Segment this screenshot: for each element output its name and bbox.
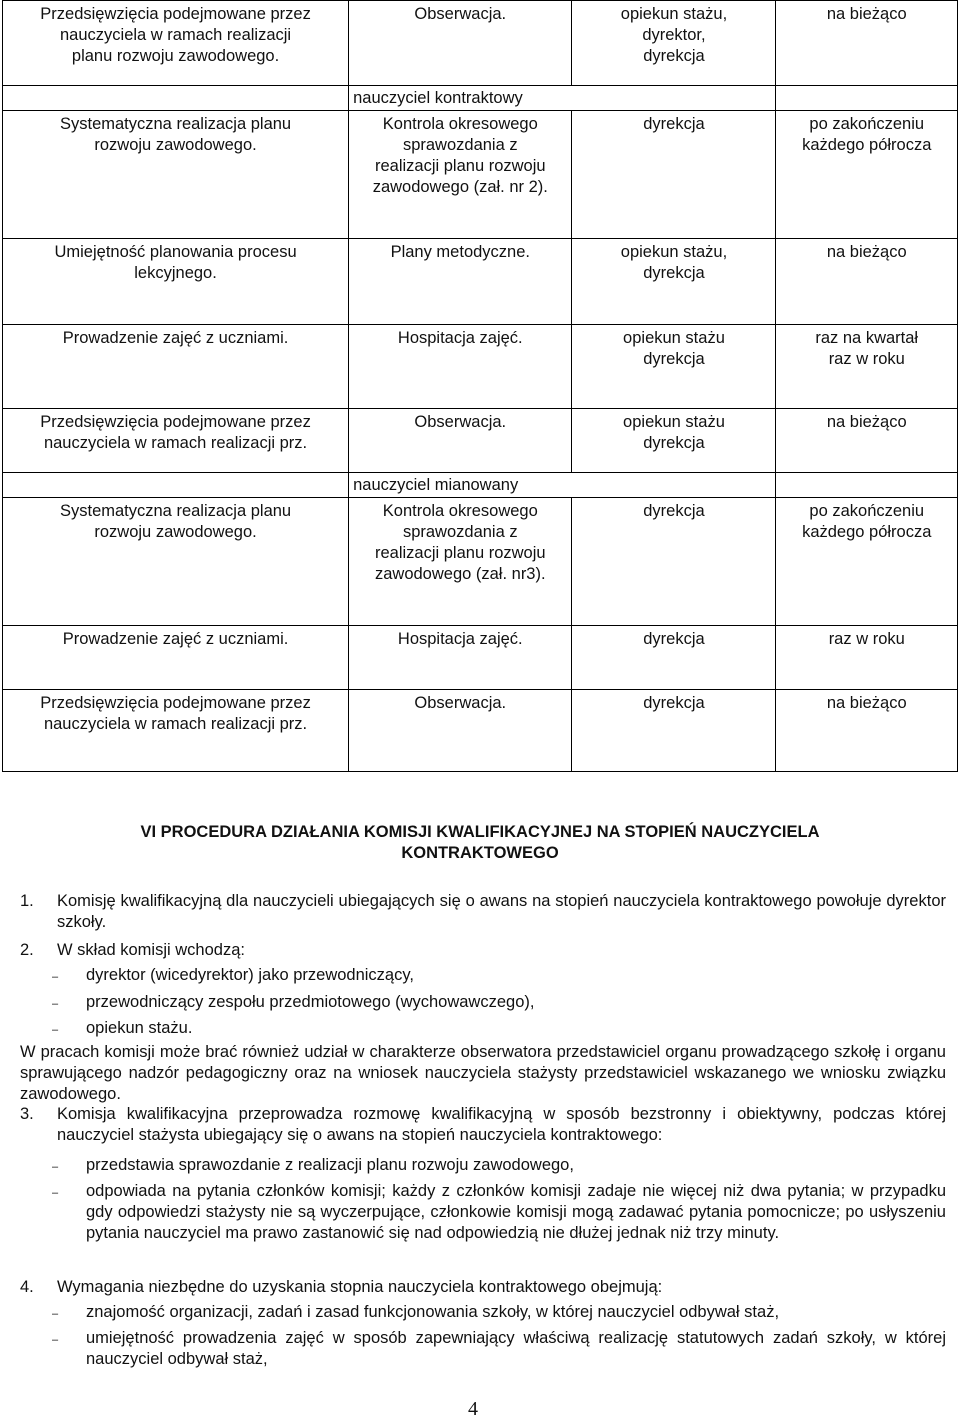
- table-cell: [572, 111, 776, 239]
- table-cell: [776, 473, 958, 498]
- table-cell: [349, 239, 572, 325]
- cell-line: opiekun stażu: [623, 329, 725, 347]
- cell-line: raz na kwartał: [815, 329, 919, 347]
- list-item: dyrektor (wicedyrektor) jako przewodniczący,: [86, 966, 414, 984]
- table-cell: [3, 409, 349, 473]
- table-cell: [3, 86, 349, 111]
- cell-line: Plany metodyczne.: [390, 243, 530, 261]
- cell-line: dyrekcja: [643, 434, 705, 452]
- bullet-icon: –: [52, 1334, 59, 1346]
- table-cell: [349, 498, 572, 626]
- table-cell: [349, 325, 572, 409]
- table-row: [3, 498, 958, 626]
- cell-line: każdego półrocza: [802, 523, 932, 541]
- list-item: przedstawia sprawozdanie z realizacji planu rozwoju zawodowego,: [86, 1156, 574, 1174]
- cell-line: Kontrola okresowego: [382, 115, 538, 133]
- table-cell: [349, 626, 572, 690]
- table-cell: [572, 626, 776, 690]
- table-cell: [776, 409, 958, 473]
- item-number: 1.: [20, 892, 34, 910]
- cell-line: realizacji planu rozwoju: [374, 544, 546, 562]
- cell-line: Prowadzenie zajęć z uczniami.: [62, 329, 289, 347]
- cell-line: na bieżąco: [826, 243, 907, 261]
- heading-line-2: KONTRAKTOWEGO: [401, 844, 559, 862]
- cell-line: Przedsięwzięcia podejmowane przez: [40, 413, 311, 431]
- cell-line: Prowadzenie zajęć z uczniami.: [62, 630, 289, 648]
- item-number: 3.: [20, 1105, 34, 1123]
- cell-line: zawodowego (zał. nr3).: [374, 565, 546, 583]
- table-cell: [3, 111, 349, 239]
- cell-line: Systematyczna realizacja planu: [59, 502, 292, 520]
- bullet-icon: –: [52, 998, 59, 1010]
- table-row: [3, 626, 958, 690]
- page-number: 4: [468, 1398, 478, 1420]
- table-row: [3, 239, 958, 325]
- bullet-icon: –: [52, 1024, 59, 1036]
- section-row: [3, 86, 958, 111]
- table-cell: [776, 239, 958, 325]
- section-label: nauczyciel kontraktowy: [349, 86, 776, 111]
- cell-line: dyrekcja: [643, 264, 705, 282]
- table-cell: [776, 690, 958, 772]
- cell-line: Obserwacja.: [414, 694, 507, 712]
- cell-line: opiekun stażu,: [620, 5, 728, 23]
- cell-line: raz w roku: [828, 350, 905, 368]
- table-cell: [3, 325, 349, 409]
- table-cell: [776, 111, 958, 239]
- cell-line: dyrekcja: [643, 630, 705, 648]
- heading-line-1: VI PROCEDURA DZIAŁANIA KOMISJI KWALIFIKACYJNEJ NA STOPIEŃ NAUCZYCIELA: [140, 823, 820, 841]
- item-1-text: Komisję kwalifikacyjną dla nauczycieli ubiegających się o awans na stopień nauczyciela kontraktowego powołuje dyrektor szkoły.: [57, 892, 946, 931]
- observer-paragraph: W pracach komisji może brać również udział w charakterze obserwatora przedstawiciel organu prowadzącego szkołę i organu sprawującego nadzór pedagogiczny oraz na wniosek nauczyciela stażysty przedstawiciel wskazanego we wniosku związku zawodowego.: [20, 1043, 946, 1103]
- item-2-text: W skład komisji wchodzą:: [57, 941, 245, 959]
- supervision-table: [2, 0, 958, 772]
- cell-line: zawodowego (zał. nr 2).: [372, 178, 548, 196]
- cell-line: Kontrola okresowego: [382, 502, 538, 520]
- table-cell: [572, 325, 776, 409]
- section-row: [3, 473, 958, 498]
- cell-line: dyrektor,: [642, 26, 706, 44]
- table-cell: [3, 1, 349, 86]
- bullet-icon: –: [52, 1308, 59, 1320]
- table-cell: [572, 1, 776, 86]
- cell-line: lekcyjnego.: [134, 264, 217, 282]
- table-cell: [572, 498, 776, 626]
- table-cell: [572, 690, 776, 772]
- table-cell: [3, 626, 349, 690]
- table-cell: [349, 409, 572, 473]
- table-cell: [572, 409, 776, 473]
- table-cell: [3, 239, 349, 325]
- cell-line: Hospitacja zajęć.: [397, 630, 523, 648]
- table-cell: [776, 626, 958, 690]
- bullet-icon: –: [52, 1161, 59, 1173]
- item-number: 2.: [20, 941, 34, 959]
- cell-line: opiekun stażu: [623, 413, 725, 431]
- cell-line: Hospitacja zajęć.: [397, 329, 523, 347]
- cell-line: na bieżąco: [826, 5, 907, 23]
- cell-line: po zakończeniu: [809, 115, 925, 133]
- cell-line: każdego półrocza: [802, 136, 932, 154]
- table-cell: [776, 498, 958, 626]
- cell-line: planu rozwoju zawodowego.: [71, 47, 280, 65]
- cell-line: realizacji planu rozwoju: [374, 157, 546, 175]
- table-row: [3, 111, 958, 239]
- cell-line: nauczyciela w ramach realizacji prz.: [43, 715, 308, 733]
- bullet-icon: –: [52, 971, 59, 983]
- cell-line: Systematyczna realizacja planu: [59, 115, 292, 133]
- cell-line: nauczyciela w ramach realizacji prz.: [43, 434, 308, 452]
- cell-line: sprawozdania z: [402, 136, 518, 154]
- cell-line: rozwoju zawodowego.: [94, 136, 257, 154]
- table-cell: [776, 1, 958, 86]
- table-cell: [776, 86, 958, 111]
- table-cell: [572, 239, 776, 325]
- cell-line: Przedsięwzięcia podejmowane przez: [40, 5, 311, 23]
- bullet-icon: –: [52, 1187, 59, 1199]
- cell-line: na bieżąco: [826, 694, 907, 712]
- cell-line: sprawozdania z: [402, 523, 518, 541]
- list-item: przewodniczący zespołu przedmiotowego (wychowawczego),: [86, 993, 535, 1011]
- table-cell: [776, 325, 958, 409]
- cell-line: dyrekcja: [643, 350, 705, 368]
- cell-line: Umiejętność planowania procesu: [54, 243, 297, 261]
- item-4-text: Wymagania niezbędne do uzyskania stopnia nauczyciela kontraktowego obejmują:: [57, 1278, 663, 1296]
- item-number: 4.: [20, 1278, 34, 1296]
- cell-line: raz w roku: [828, 630, 905, 648]
- list-item: odpowiada na pytania członków komisji; każdy z członków komisji zadaje nie więcej niż dwa pytania; w przypadku gdy odpowiedzi stażysty nie są wyczerpujące, członkowie komisji mogą zadawać pytania pomocnicze; po usłyszeniu pytania nauczyciel ma prawo zastanowić się nad odpowiedzią nie dłużej jednak niż trzy minuty.: [86, 1182, 946, 1242]
- cell-line: Przedsięwzięcia podejmowane przez: [40, 694, 311, 712]
- table-cell: [349, 1, 572, 86]
- cell-line: dyrekcja: [643, 47, 705, 65]
- cell-line: po zakończeniu: [809, 502, 925, 520]
- item-3-text: Komisja kwalifikacyjna przeprowadza rozmowę kwalifikacyjną w sposób bezstronny i obiektywny, podczas której nauczyciel stażysta ubiegający się o awans na stopień nauczyciela kontraktowego:: [57, 1105, 946, 1144]
- cell-line: rozwoju zawodowego.: [94, 523, 257, 541]
- table-cell: [349, 690, 572, 772]
- section-label: nauczyciel mianowany: [349, 473, 776, 498]
- table-cell: [3, 690, 349, 772]
- cell-line: na bieżąco: [826, 413, 907, 431]
- cell-line: opiekun stażu,: [620, 243, 728, 261]
- cell-line: dyrekcja: [643, 115, 705, 133]
- table-cell: [349, 111, 572, 239]
- list-item: opiekun stażu.: [86, 1019, 193, 1037]
- table-row: [3, 1, 958, 86]
- table-cell: [3, 473, 349, 498]
- cell-line: nauczyciela w ramach realizacji: [60, 26, 292, 44]
- table-row: [3, 325, 958, 409]
- list-item: znajomość organizacji, zadań i zasad funkcjonowania szkoły, w której nauczyciel odbywał staż,: [86, 1303, 780, 1321]
- cell-line: dyrekcja: [643, 502, 705, 520]
- section-heading: [40, 822, 920, 864]
- table-row: [3, 409, 958, 473]
- table-cell: [3, 498, 349, 626]
- cell-line: Obserwacja.: [414, 413, 507, 431]
- table-row: [3, 690, 958, 772]
- cell-line: Obserwacja.: [414, 5, 507, 23]
- list-item: umiejętność prowadzenia zajęć w sposób zapewniający właściwą realizację statutowych zadań szkoły, w której nauczyciel odbywał staż,: [86, 1329, 946, 1368]
- cell-line: dyrekcja: [643, 694, 705, 712]
